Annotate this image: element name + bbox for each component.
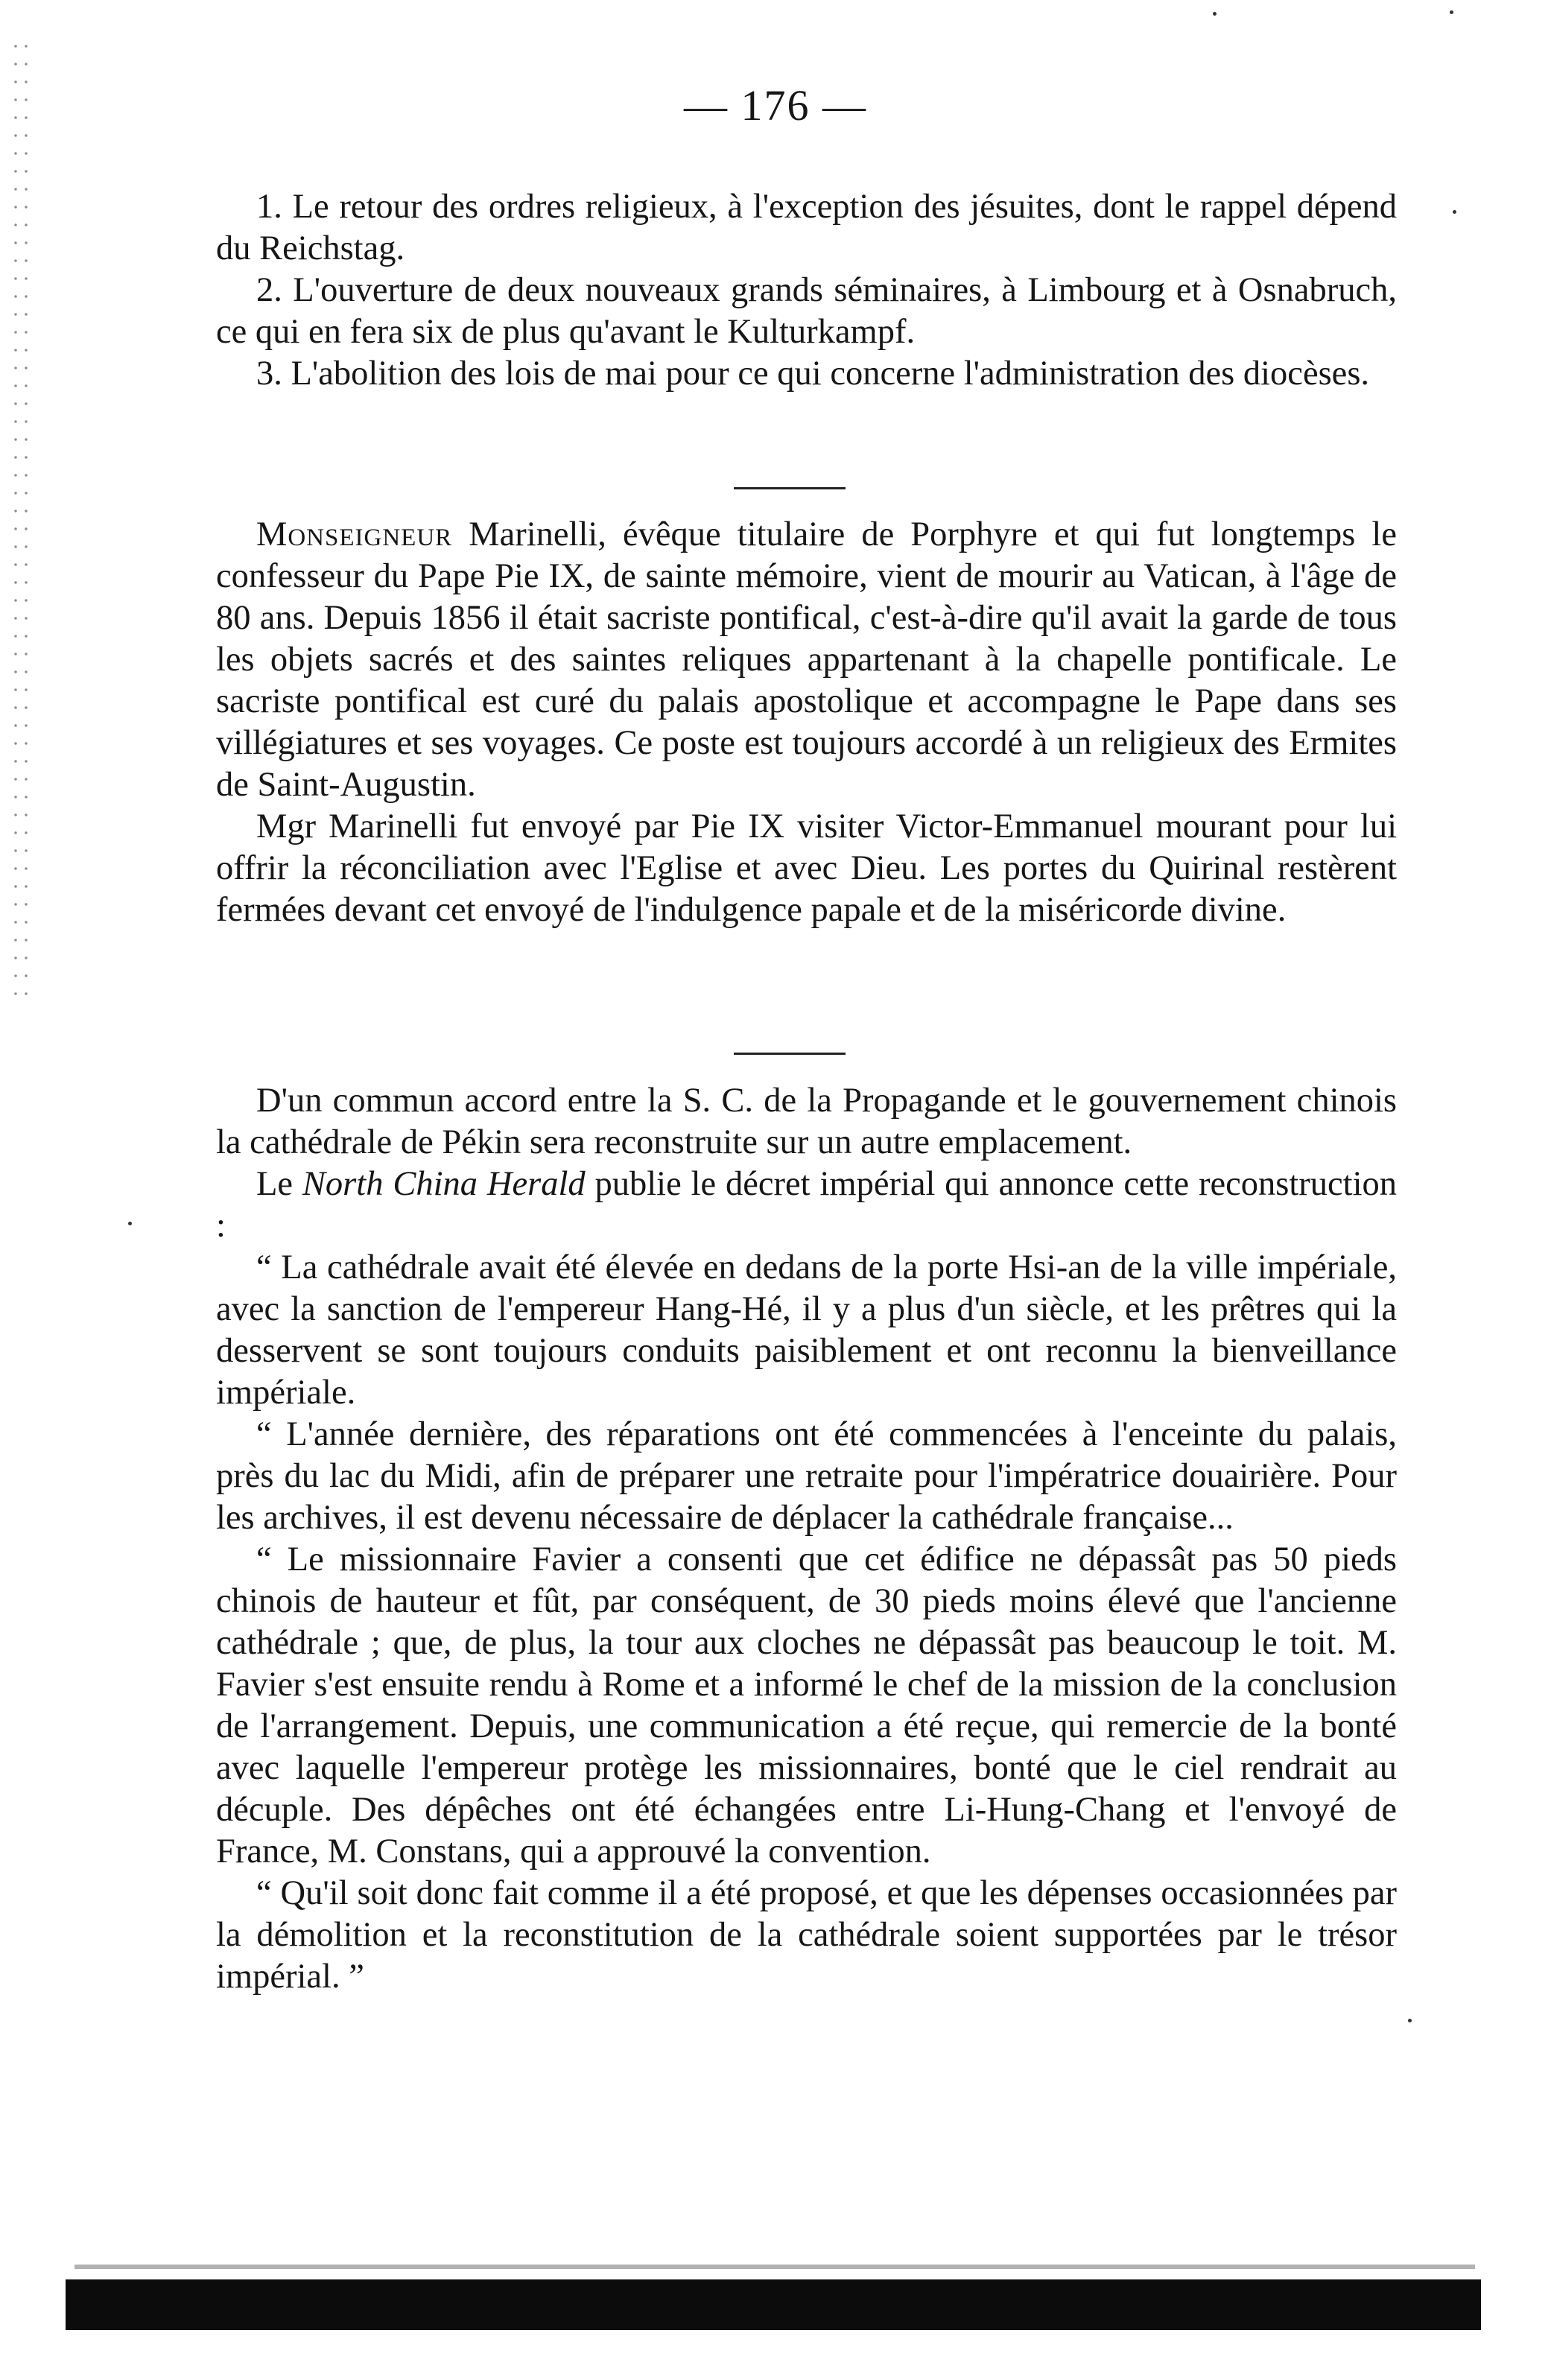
- scan-edge-shadow: [74, 2265, 1475, 2269]
- pekin-paragraph-2-prefix: Le: [256, 1165, 302, 1203]
- page-number: — 176 —: [684, 81, 867, 130]
- section-divider: [734, 487, 846, 489]
- marinelli-lead-word: Monseigneur: [256, 515, 453, 553]
- scan-margin-speckle: [10, 37, 33, 1006]
- list-item-3: 3. L'abolition des lois de mai pour ce qui concerne l'administration des diocèses.: [256, 355, 1370, 393]
- list-item-1: 1. Le retour des ordres religieux, à l'exception des jésuites, dont le rappel dépend du Reichstag.: [216, 188, 1397, 267]
- pekin-block: [216, 1080, 1397, 1998]
- marinelli-paragraph-2: Mgr Marinelli fut envoyé par Pie IX visiter Victor-Emmanuel mourant pour lui offrir la réconciliation avec l'Eglise et avec Dieu. Les portes du Quirinal restèrent fermées devant cet envoyé de l'indulgence papale et de la miséricorde divine.: [216, 807, 1397, 929]
- section-divider: [734, 1053, 846, 1055]
- pekin-paragraph-2-suffix: publie le décret impérial qui annonce cette reconstruction :: [216, 1165, 1397, 1245]
- list-item-2: 2. L'ouverture de deux nouveaux grands séminaires, à Limbourg et à Osnabruch, ce qui en fera six de plus qu'avant le Kulturkampf.: [216, 271, 1397, 351]
- decree-quote-4: “ Qu'il soit donc fait comme il a été proposé, et que les dépenses occasionnées par la démolition et la reconstitution de la cathédrale soient supportées par le trésor impérial. ”: [216, 1874, 1397, 1996]
- pekin-paragraph-1: D'un commun accord entre la S. C. de la Propagande et le gouvernement chinois la cathédrale de Pékin sera reconstruite sur un autre emplacement.: [216, 1082, 1397, 1161]
- marinelli-paragraph-1-text: Marinelli, évêque titulaire de Porphyre et qui fut longtemps le confesseur du Pape Pie IX, de sainte mémoire, vient de mourir au Vatican, à l'âge de 80 ans. Depuis 1856 il était sacriste pontifical, c'est-à-dire qu'il avait la garde de tous les objets sacrés et des saintes reliques appartenant à la chapelle pontificale. Le sacriste pontifical est curé du palais apostolique et accompagne le Pape dans ses villégiatures et ses voyages. Ce poste est toujours accordé à un religieux des Ermites de Saint-Augustin.: [216, 515, 1397, 804]
- list-block: [216, 186, 1397, 395]
- scan-speck: [1213, 12, 1217, 16]
- decree-quote-3: “ Le missionnaire Favier a consenti que cet édifice ne dépassât pas 50 pieds chinois de hauteur et fût, par conséquent, de 30 pieds moins élevé que l'ancienne cathédrale ; que, de plus, la tour aux cloches ne dépassât pas beaucoup le toit. M. Favier s'est ensuite rendu à Rome et a informé le chef de la mission de la conclusion de l'arrangement. Depuis, une communication a été reçue, qui remercie de la bonté avec laquelle l'empereur protège les missionnaires, bonté que le ciel rendrait au décuple. Des dépêches ont été échangées entre Li-Hung-Chang et l'envoyé de France, M. Constans, qui a approuvé la convention.: [216, 1540, 1397, 1870]
- pekin-paragraph-2: [216, 1164, 1397, 1247]
- scan-speck: [1453, 210, 1456, 214]
- scan-speck: [1450, 10, 1453, 14]
- decree-quote-2: “ L'année dernière, des réparations ont été commencées à l'enceinte du palais, près du lac du Midi, afin de préparer une retraite pour l'impératrice douairière. Pour les archives, il est devenu nécessaire de déplacer la cathédrale française...: [216, 1415, 1397, 1537]
- newspaper-title: North China Herald: [302, 1165, 586, 1203]
- scan-speck: [128, 1222, 132, 1225]
- scan-bottom-edge: [66, 2279, 1481, 2330]
- scan-speck: [1408, 2019, 1412, 2022]
- marinelli-block: [216, 514, 1397, 931]
- decree-quote-1: “ La cathédrale avait été élevée en dedans de la porte Hsi-an de la ville impériale, avec la sanction de l'empereur Hang-Hé, il y a plus d'un siècle, et les prêtres qui la desservent se sont toujours conduits paisiblement et ont reconnu la bienveillance impériale.: [216, 1248, 1397, 1412]
- marinelli-paragraph-1: [216, 514, 1397, 806]
